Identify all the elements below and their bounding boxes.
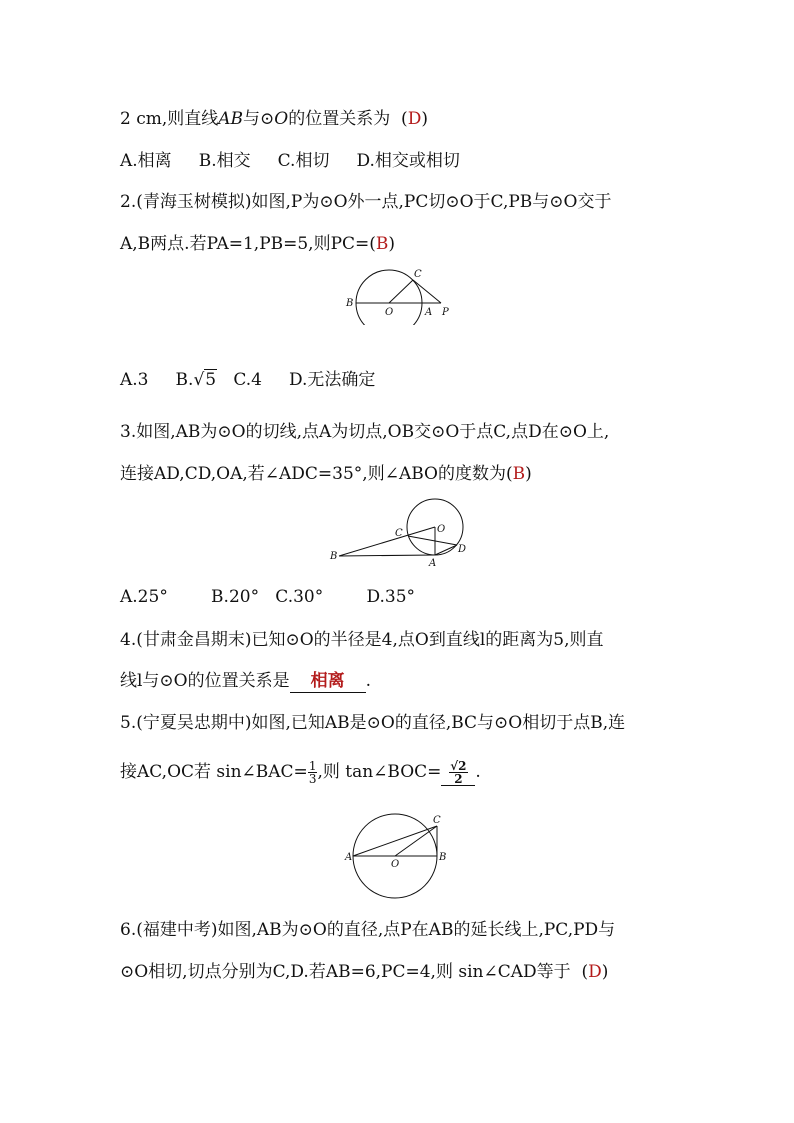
q5-answer-num: √2: [450, 759, 467, 773]
q5-line1: 5.(宁夏吴忠期中)如图,已知AB是⊙O的直径,BC与⊙O相切于点B,连: [120, 713, 626, 733]
q4-line2-end: .: [365, 671, 372, 691]
q5-line2-text: 接AC,OC若 sin∠BAC=: [120, 762, 308, 782]
q3-line-ad: [435, 545, 457, 555]
q3-option-c: C.30°: [275, 587, 324, 607]
q5-fraction-num: 1: [308, 759, 317, 773]
q3-figure: [325, 492, 475, 570]
q3-line-cd: [408, 536, 457, 545]
q3-label-b: B: [330, 551, 338, 562]
q2-label-a: A: [425, 307, 433, 318]
q3-option-b: B.20°: [211, 587, 260, 607]
q5-answer-blank: [441, 760, 475, 786]
q3-answer: B: [512, 464, 526, 484]
q4-answer-blank: [290, 670, 366, 693]
q1-o: O: [274, 109, 289, 129]
q3-label-d: D: [458, 544, 467, 555]
q2-option-b: [176, 370, 218, 390]
q6-line1: 6.(福建中考)如图,AB为⊙O的直径,点P在AB的延长线上,PC,PD与: [120, 920, 616, 940]
q5-line2-end: .: [475, 762, 481, 782]
q3-label-a: A: [429, 558, 437, 569]
q1-option-d: D.相交或相切: [356, 151, 460, 171]
q3-label-c: C: [395, 528, 403, 539]
q6-line2-text: ⊙O相切,切点分别为C,D.若AB=6,PC=4,则 sin∠CAD等于: [120, 962, 571, 982]
q2-line1: 2.(青海玉树模拟)如图,P为⊙O外一点,PC切⊙O于C,PB与⊙O交于: [120, 192, 612, 212]
q5-label-a: A: [345, 852, 353, 863]
q1-answer: D: [407, 109, 422, 129]
q2-label-c: C: [414, 269, 422, 280]
q5-label-o: O: [391, 859, 400, 870]
q5-fraction: [308, 760, 318, 785]
q5-line2-mid: ,则 tan∠BOC=: [317, 762, 442, 782]
q5-fraction-den: 3: [308, 772, 317, 786]
q3-label-o: O: [437, 524, 446, 535]
q2-line2: A,B两点.若PA=1,PB=5,则PC=(B): [120, 234, 396, 254]
q2-label-b: B: [346, 298, 354, 309]
q3-line2: 连接AD,CD,OA,若∠ADC=35°,则∠ABO的度数为(B): [120, 464, 532, 484]
q2-label-o: O: [385, 307, 394, 318]
q2-line2-text: A,B两点.若PA=1,PB=5,则PC=: [120, 234, 370, 254]
q4-line1: 4.(甘肃金昌期末)已知⊙O的半径是4,点O到直线l的距离为5,则直: [120, 630, 604, 650]
q6-answer: D: [588, 962, 602, 982]
q1-option-c: C.相切: [277, 151, 330, 171]
q1-tail: 的位置关系为: [288, 109, 391, 129]
q5-line2: [120, 760, 481, 786]
q1-option-a: A.相离: [120, 151, 172, 171]
q2-figure: [340, 265, 455, 325]
q5-line-ac: [353, 826, 437, 856]
q4-line2: [120, 670, 371, 693]
q5-label-b: B: [439, 852, 447, 863]
q4-line2-text: 线l与⊙O的位置关系是: [120, 671, 290, 691]
q2-option-c: C.4: [233, 370, 262, 390]
q2-label-p: P: [442, 307, 449, 318]
q1-stem: 2 cm,则直线AB与⊙O的位置关系为 (D): [120, 109, 428, 129]
q2-answer: B: [375, 234, 389, 254]
q2-sqrt: √5: [193, 370, 217, 390]
q1-option-b: B.相交: [198, 151, 251, 171]
q3-line-ba: [339, 555, 435, 556]
q4-answer: 相离: [310, 671, 345, 691]
q3-line-bo: [339, 527, 435, 556]
q3-line2-text: 连接AD,CD,OA,若∠ADC=35°,则∠ABO的度数为: [120, 464, 506, 484]
q5-answer: [449, 760, 467, 785]
q3-option-a: A.25°: [120, 587, 168, 607]
q5-answer-den: 2: [454, 772, 463, 786]
q3-options: [120, 586, 415, 608]
q3-option-d: D.35°: [366, 587, 416, 607]
q2-option-a: A.3: [120, 370, 149, 390]
q2-options: [120, 369, 375, 391]
q2-option-b-prefix: B.: [175, 370, 194, 390]
q2-sqrt-radicand: 5: [205, 370, 217, 390]
q1-ab: AB: [218, 109, 244, 129]
q2-option-d: D.无法确定: [288, 370, 376, 390]
q2-line-oc: [389, 280, 413, 303]
q5-line-oc: [395, 826, 437, 856]
q1-stem-text: 2 cm,则直线: [120, 109, 219, 129]
q5-label-c: C: [433, 815, 441, 826]
q3-line1: 3.如图,AB为⊙O的切线,点A为切点,OB交⊙O于点C,点D在⊙O上,: [120, 422, 610, 442]
q2-line-cp: [413, 280, 441, 303]
q1-options: [120, 150, 460, 172]
q6-line2: ⊙O相切,切点分别为C,D.若AB=6,PC=4,则 sin∠CAD等于 (D): [120, 962, 609, 982]
q5-figure: [343, 812, 453, 902]
q1-mid: 与⊙: [243, 109, 275, 129]
